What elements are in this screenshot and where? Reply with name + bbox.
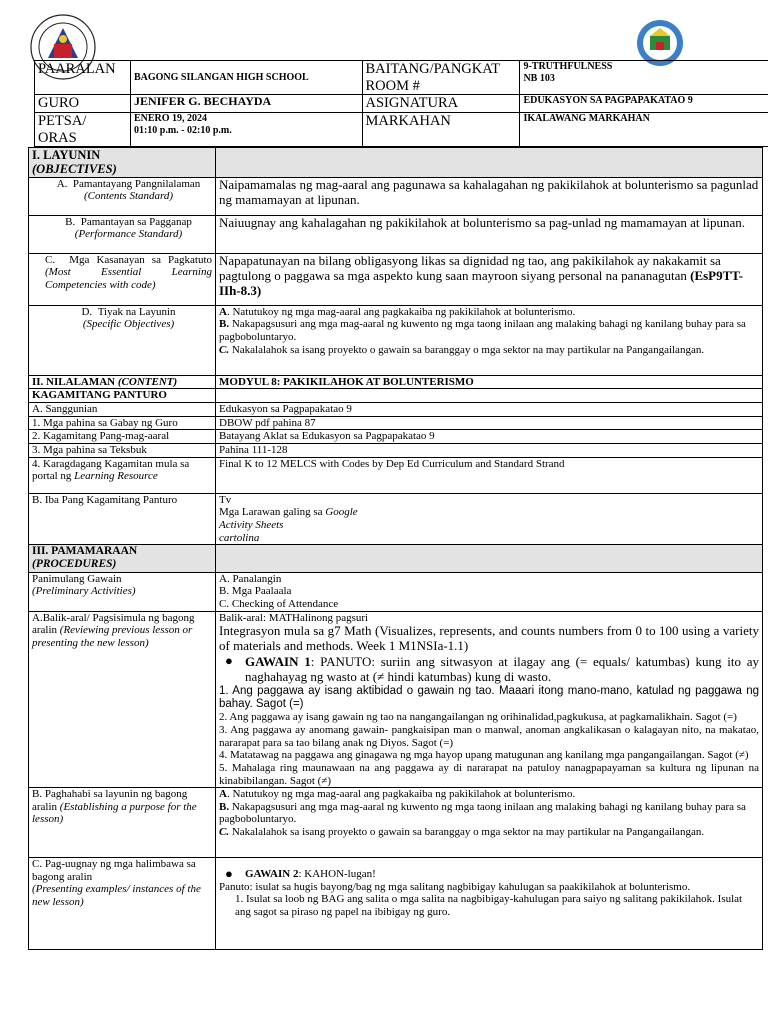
petsa-label: PETSA/ ORAS: [35, 113, 131, 147]
karagdagang-kagamitan-row: 4. Karagdagang Kagamitan mula sa portal ng Learning Resource Final K to 12 MELCS with Codes by Dep Ed Curriculum and Standard Strand: [29, 457, 763, 493]
paaralan-value: BAGONG SILANGAN HIGH SCHOOL: [130, 61, 362, 95]
guro-label: GURO: [35, 95, 131, 113]
markahan-label: MARKAHAN: [362, 113, 520, 147]
module-title: MODYUL 8: PAKIKILAHOK AT BOLUNTERISMO: [216, 375, 763, 389]
asignatura-value: EDUKASYON SA PAGPAPAKATAO 9: [520, 95, 768, 113]
objective-a-value: Naipamamalas ng mag-aaral ang pagunawa sa kahalagahan ng pakikilahok at bolunterismo sa pagunlad ng mamamayan at lipunan.: [216, 177, 763, 215]
paghahabi-row: B. Paghahabi sa layunin ng bagong aralin (Establishing a purpose for the lesson) A. Natutukoy ng mga mag-aaral ang pagkakaiba ng pakikilahok at bolunterismo. B. Nakapagsusuri ang mga mag-aaral ng kuwento ng mga taong inilaan ang malaking bahagi ng kanilang buhay para sa pagboboluntaryo. C. Nakalalahok sa isang proyekto o gawain sa baranggay o mga sektor na may partikular na Pangangailangan.: [29, 788, 763, 858]
gawain1-item: ● GAWAIN 1: PANUTO: suriin ang sitwasyon at ilagay ang (= equals/ katumbas) kung ito ay naghahayag ng wasto at (≠ hindi katumbas) kung di wasto.: [223, 655, 759, 685]
kagamitan-row: KAGAMITANG PANTURO: [29, 389, 763, 403]
petsa-value: ENERO 19, 2024 01:10 p.m. - 02:10 p.m.: [130, 113, 362, 147]
header-table: [34, 60, 768, 147]
baitang-value: 9-TRUTHFULNESS NB 103: [520, 61, 768, 95]
markahan-value: IKALAWANG MARKAHAN: [520, 113, 768, 147]
objective-c-value: Napapatunayan na bilang obligasyong likas sa dignidad ng tao, ang pakikilahok ay nakakamit sa pagtulong o paggawa sa mga aspekto kung saan mayroon siyang personal na pananagutan (EsP9TT-IIh-8.3): [216, 253, 763, 305]
guro-value: JENIFER G. BECHAYDA: [130, 95, 362, 113]
section-objectives-header: [29, 148, 763, 178]
objective-b-value: Naiuugnay ang kahalagahan ng pakikilahok at bolunterismo sa pag-unlad ng mamamayan at lipunan.: [216, 215, 763, 253]
gabay-guro-row: 1. Mga pahina sa Gabay ng Guro DBOW pdf pahina 87: [29, 416, 763, 430]
asignatura-label: ASIGNATURA: [362, 95, 520, 113]
objective-row-b: B. Pamantayan sa Pagganap (Performance Standard) Naiuugnay ang kahalagahan ng pakikilahok at bolunterismo sa pag-unlad ng mamamayan at lipunan.: [29, 215, 763, 253]
paaralan-label: PAARALAN: [35, 61, 131, 95]
section-title: I. LAYUNIN: [32, 148, 101, 162]
section-title-en: (OBJECTIVES): [32, 162, 117, 177]
objective-row-c: C. Mga Kasanayan sa Pagkatuto (Most Essential Learning Competencies with code) Napapatunayan na bilang obligasyong likas sa dignidad ng tao, ang pakikilahok ay nakakamit sa pagtulong o paggawa sa mga aspekto kung saan mayroon siyang personal na pananagutan (EsP9TT-IIh-8.3): [29, 253, 763, 305]
melc-code: (EsP9TT-IIh-8.3): [219, 267, 744, 298]
balik-aral-row: A.Balik-aral/ Pagsisimula ng bagong aralin (Reviewing previous lesson or presenting the new lesson) Balik-aral: MATHalinong pagsuri Integrasyon mula sa g7 Math (Visualizes, represents, and counts numbers from 0 to 100 using a variety of materials and methods. Week 1 M1NSIa-1.1) ● GAWAIN 1: PANUTO: suriin ang sitwasyon at ilagay ang (= equals/ katumbas) kung ito ay naghahayag ng wasto at (≠ hindi katumbas) kung di wasto. 1. Ang paggawa ay isang aktibidad o gawain ng tao. Maaari itong mano-mano, katulad ng paggawa ng bahay. Sagot (=) 2. Ang paggawa ay isang gawain ng tao na nangangailangan ng orihinalidad,pagkukusa, at pagkamalikhain. Sagot (=) 3. Ang paggawa ay anomang gawain- pangkaisipan man o manwal, anoman angkalikasan o kalagayan nito, na makatao, nararapat para sa tao bilang anak ng Diyos. Sagot (=) 4. Matatawag na paggawa ang ginagawa ng mga hayop upang matugunan ang kanilang mga pangangailangan. Sagot (≠) 5. Mahalaga ring maunawaan na ang paggawa ay di nararapat na patuloy nanagpapayaman sa kultura ng lipunan na kinabibilangan. Sagot (≠): [29, 611, 763, 788]
section-content-header: II. NILALAMAN (CONTENT) MODYUL 8: PAKIKILAHOK AT BOLUNTERISMO: [29, 375, 763, 389]
iba-pang-kagamitan-row: B. Iba Pang Kagamitang Panturo Tv Mga Larawan galing sa Google Activity Sheets cartolina: [29, 493, 763, 545]
kagamitang-mag-aaral-row: 2. Kagamitang Pang-mag-aaral Batayang Aklat sa Edukasyon sa Pagpapakatao 9: [29, 430, 763, 444]
specific-objectives-list: A. Natutukoy ng mga mag-aaral ang pagkakaiba ng pakikilahok at bolunterismo. B. Nakapagsusuri ang mga mag-aaral ng kuwento ng mga taong inilaan ang malaking bahagi ng kanilang buhay para sa pagboboluntaryo. C. Nakalalahok sa isang proyekto o gawain sa baranggay o mga sektor na may partikular na Pangangailangan.: [216, 305, 763, 375]
panimula-row: Panimulang Gawain (Preliminary Activities) A. Panalangin B. Mga Paalaala C. Checking of Attendance: [29, 572, 763, 611]
gawain2-item: ● GAWAIN 2: KAHON-lugan!: [223, 868, 759, 881]
teksbuk-row: 3. Mga pahina sa Teksbuk Pahina 111-128: [29, 443, 763, 457]
pag-uugnay-row: C. Pag-uugnay ng mga halimbawa sa bagong aralin (Presenting examples/ instances of the new lesson) ● GAWAIN 2: KAHON-lugan! Panuto: isulat sa hugis bayong/bag ng mga salitang nagbibigay kahulugan sa paakikilahok at bolunterismo. 1. Isulat sa loob ng BAG ang salita o mga salita na nagbibigay-kahulugan para saiyo ng salitang pakikilahok. Isulat ang sagot sa piraso ng papel na ibibigay ng guro.: [29, 858, 763, 950]
baitang-label: BAITANG/PANGKAT ROOM #: [362, 61, 520, 95]
lesson-plan-table: [28, 147, 763, 950]
sanggunian-row: A. Sanggunian Edukasyon sa Pagpapakatao 9: [29, 403, 763, 417]
section-procedures-header: III. PAMAMARAAN (PROCEDURES): [29, 545, 763, 572]
objective-row-a: A. Pamantayang Pangnilalaman (Contents Standard) Naipamamalas ng mag-aaral ang pagunawa sa kahalagahan ng pakikilahok at bolunterismo sa pagunlad ng mamamayan at lipunan.: [29, 177, 763, 215]
objective-row-d: D. Tiyak na Layunin (Specific Objectives) A. Natutukoy ng mga mag-aaral ang pagkakaiba ng pakikilahok at bolunterismo. B. Nakapagsusuri ang mga mag-aaral ng kuwento ng mga taong inilaan ang malaking bahagi ng kanilang buhay para sa pagboboluntaryo. C. Nakalalahok sa isang proyekto o gawain sa baranggay o mga sektor na may partikular na Pangangailangan.: [29, 305, 763, 375]
